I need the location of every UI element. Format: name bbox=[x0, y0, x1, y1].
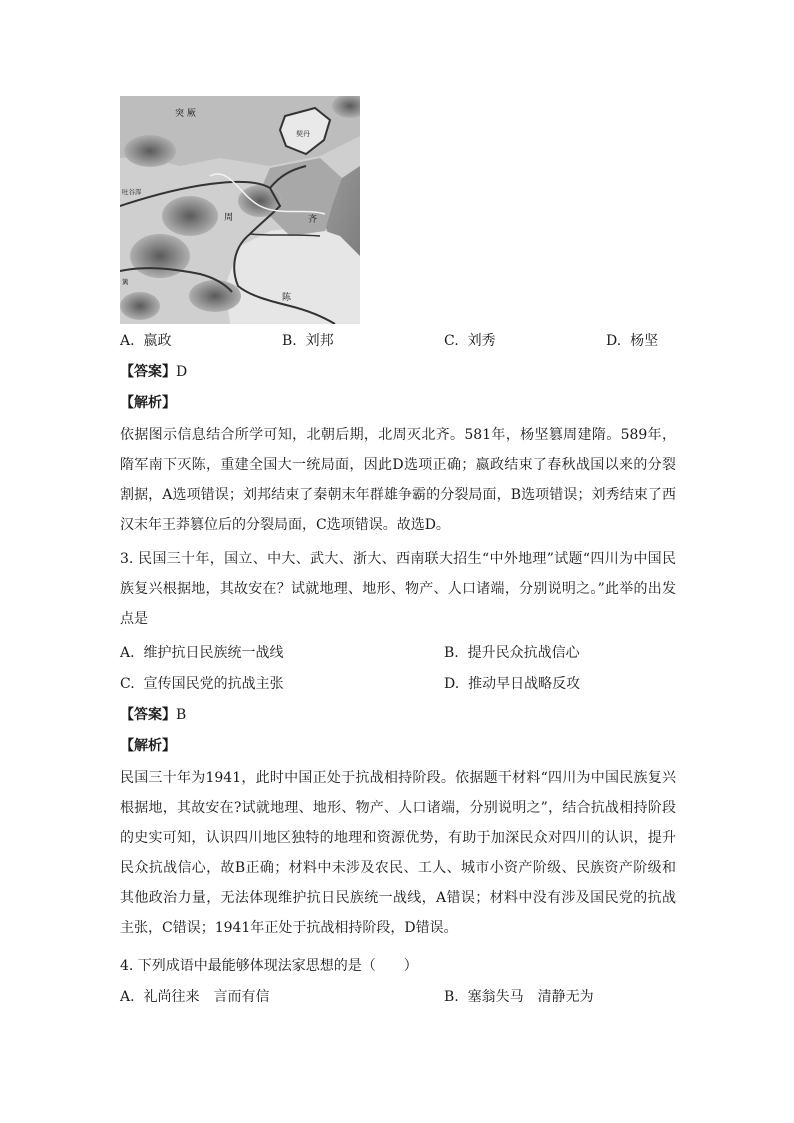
option-letter: B. bbox=[444, 645, 459, 661]
map-label-small: 篱 bbox=[122, 278, 129, 286]
option-letter: A. bbox=[120, 333, 135, 349]
option-letter: A. bbox=[120, 645, 135, 661]
option-text: 推动早日战略反攻 bbox=[468, 676, 581, 692]
q3-option-d bbox=[444, 674, 580, 694]
option-letter: B. bbox=[282, 333, 297, 349]
option-letter: C. bbox=[120, 676, 135, 692]
option-letter: A. bbox=[120, 989, 135, 1005]
q2-option-a bbox=[120, 331, 171, 351]
option-letter: D. bbox=[606, 333, 622, 349]
q2-option-d bbox=[606, 331, 658, 351]
option-text: 刘邦 bbox=[305, 333, 334, 349]
q4-option-a bbox=[120, 987, 269, 1007]
q2-option-b bbox=[282, 331, 334, 351]
answer-value: D bbox=[176, 364, 188, 380]
option-text: 塞翁失马 清静无为 bbox=[467, 989, 594, 1005]
answer-label: 【答案】 bbox=[120, 364, 176, 380]
q3-option-a bbox=[120, 643, 283, 663]
q2-answer bbox=[120, 362, 187, 382]
option-text: 刘秀 bbox=[467, 333, 496, 349]
q2-option-c bbox=[444, 331, 496, 351]
q3-option-b bbox=[444, 643, 580, 663]
option-text: 提升民众抗战信心 bbox=[467, 645, 580, 661]
q4-stem: 4. 下列成语中最能够体现法家思想的是（ ） bbox=[120, 958, 418, 974]
q3-option-c bbox=[120, 674, 284, 694]
q4-option-b bbox=[444, 987, 594, 1007]
map-label-zhou: 周 bbox=[224, 213, 234, 223]
map-label-tujue: 突 厥 bbox=[175, 109, 196, 119]
q2-analysis-label: 【解析】 bbox=[120, 395, 176, 411]
option-letter: D. bbox=[444, 676, 460, 692]
answer-label: 【答案】 bbox=[120, 707, 176, 723]
option-text: 嬴政 bbox=[143, 333, 172, 349]
q2-analysis-text: 依据图示信息结合所学可知，北朝后期，北周灭北齐。581年，杨坚篡周建隋。589年，隋军南下灭陈，重建全国大一统局面，因此D选项正确；嬴政结束了春秋战国以来的分裂割据，A选项错误；刘邦结束了秦朝末年群雄争霸的分裂局面，B选项错误；刘秀结束了西汉末年王莽篡位后的分裂局面，C选项错误。故选D。 bbox=[120, 427, 676, 533]
map-label-qi: 齐 bbox=[308, 215, 318, 225]
map-label-tuyuhun: 吐谷浑 bbox=[122, 188, 142, 196]
option-letter: B. bbox=[444, 989, 459, 1005]
map-image bbox=[120, 96, 360, 324]
option-text: 礼尚往来 言而有信 bbox=[143, 989, 270, 1005]
historical-map bbox=[120, 96, 360, 324]
map-label-chen: 陈 bbox=[282, 293, 292, 303]
q3-answer bbox=[120, 705, 186, 725]
option-letter: C. bbox=[444, 333, 459, 349]
option-text: 维护抗日民族统一战线 bbox=[143, 645, 284, 661]
q3-analysis-label: 【解析】 bbox=[120, 738, 176, 754]
answer-value: B bbox=[176, 707, 187, 723]
map-label-qidan: 契丹 bbox=[296, 130, 310, 138]
option-text: 杨坚 bbox=[630, 333, 659, 349]
option-text: 宣传国民党的抗战主张 bbox=[143, 676, 284, 692]
q3-analysis-text: 民国三十年为1941，此时中国正处于抗战相持阶段。依据题干材料“四川为中国民族复兴根据地，其故安在?试就地理、地形、物产、人口诸端，分别说明之”，结合抗战相持阶段的史实可知，认识四川地区独特的地理和资源优势，有助于加深民众对四川的认识，提升民众抗战信心，故B正确；材料中未涉及农民、工人、城市小资产阶级、民族资产阶级和其他政治力量，无法体现维护抗日民族统一战线，A错误；材料中没有涉及国民党的抗战主张，C错误；1941年正处于抗战相持阶段，D错误。 bbox=[120, 770, 676, 936]
q3-stem: 3. 民国三十年，国立、中大、武大、浙大、西南联大招生“中外地理”试题“四川为中国民族复兴根据地，其故安在？试就地理、地形、物产、人口诸端，分别说明之。”此举的出发点是 bbox=[120, 551, 676, 627]
